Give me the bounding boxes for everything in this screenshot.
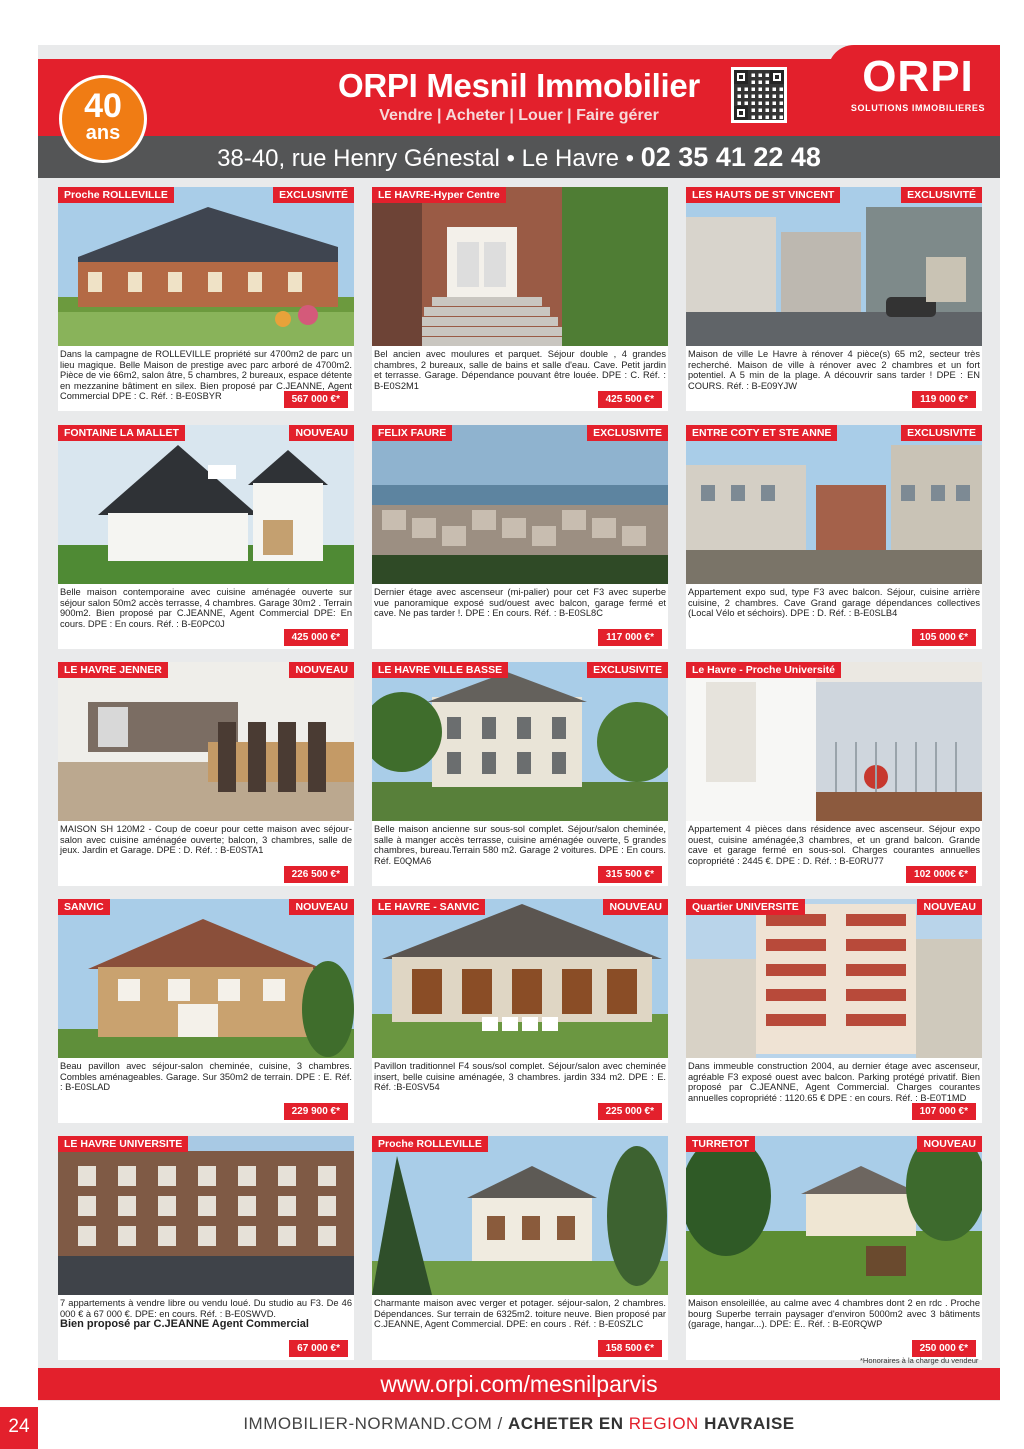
- listing-card[interactable]: [58, 187, 354, 411]
- listing-photo[interactable]: [58, 187, 354, 346]
- listing-photo[interactable]: [686, 899, 982, 1058]
- fee-footnote: *Honoraires à la charge du vendeur: [860, 1356, 979, 1365]
- listing-description-text: Maison de ville Le Havre à rénover 4 pièce(s) 65 m2, secteur très recherché. Maison de ville à rénover avec 2 chambres et un fort potentiel. A 5 min de la plage. A découvrir sans tarder ! DPE : EN COURS. Réf. : B-E09YJW: [688, 349, 980, 391]
- listing-description-text: 7 appartements à vendre libre ou vendu loué. Du studio au F3. De 46 000 € à 67 000 €. DPE: en cours. Réf. : B-E0SWVD.: [60, 1298, 352, 1319]
- listing-price: 425 000 €*: [284, 629, 348, 646]
- listing-card[interactable]: [58, 425, 354, 649]
- listing-description: [60, 1061, 352, 1093]
- listing-location: Le Havre - Proche Université: [686, 662, 841, 678]
- listing-status-badge: EXCLUSIVITÉ: [901, 187, 982, 203]
- listing-photo[interactable]: [372, 425, 668, 584]
- listing-price: 102 000€ €*: [906, 866, 976, 883]
- listing-description: [688, 349, 980, 391]
- listing-description: [374, 1298, 666, 1330]
- listing-location: Quartier UNIVERSITE: [686, 899, 805, 915]
- listing-location: FONTAINE LA MALLET: [58, 425, 185, 441]
- listing-price: 105 000 €*: [912, 629, 976, 646]
- listing-price: 225 000 €*: [598, 1103, 662, 1120]
- footer-section-c: HAVRAISE: [704, 1414, 795, 1433]
- listing-photo[interactable]: [372, 899, 668, 1058]
- listing-location: LE HAVRE - SANVIC: [372, 899, 485, 915]
- listing-price: 107 000 €*: [912, 1103, 976, 1120]
- listing-photo[interactable]: [686, 425, 982, 584]
- listing-card[interactable]: [58, 1136, 354, 1360]
- listing-card[interactable]: [686, 899, 982, 1123]
- listing-card[interactable]: [372, 899, 668, 1123]
- agency-name: ORPI Mesnil Immobilier: [338, 67, 700, 104]
- listing-price: 158 500 €*: [598, 1340, 662, 1357]
- listing-description: [60, 587, 352, 629]
- agency-address: [38, 142, 1000, 173]
- listing-price: 425 500 €*: [598, 391, 662, 408]
- services-line: Vendre | Acheter | Louer | Faire gérer: [379, 107, 659, 124]
- listing-description: [688, 1298, 980, 1330]
- brand-logo-text: ORPI: [862, 52, 974, 101]
- listing-photo[interactable]: [686, 187, 982, 346]
- phone-number: 02 35 41 22 48: [640, 142, 821, 172]
- listing-location: LES HAUTS DE ST VINCENT: [686, 187, 840, 203]
- listing-status-badge: EXCLUSIVITE: [901, 425, 982, 441]
- orpi-logo[interactable]: [844, 53, 992, 113]
- listing-description-text: Dans immeuble construction 2004, au dernier étage avec ascenseur, agréable F3 exposé ouest avec balcon. Parking protégé privatif. Bien proposé par C.JEANNE, Agent Commercial. Charges courantes annuelles copropriété : 1120.65 € DPE : en cours. Réf. : B-E0T1MD: [688, 1061, 980, 1103]
- listing-agent-line: Bien proposé par C.JEANNE Agent Commercial: [60, 1318, 309, 1331]
- listing-status-badge: NOUVEAU: [289, 899, 354, 915]
- listing-status-badge: NOUVEAU: [603, 899, 668, 915]
- listing-description: [60, 1298, 352, 1330]
- listing-description-text: Bel ancien avec moulures et parquet. Séjour double , 4 grandes chambres, 2 bureaux, salle de bains et salle d'eau. Cave. Petit jardin et terrasse. Garage. Dépendance pouvant être louée. DPE : C. Réf. : B-E0S2M1: [374, 349, 666, 391]
- listing-location: TURRETOT: [686, 1136, 755, 1152]
- listing-location: Proche ROLLEVILLE: [58, 187, 174, 203]
- listing-card[interactable]: [372, 425, 668, 649]
- listing-description-text: Belle maison ancienne sur sous-sol complet. Séjour/salon cheminée, salle à manger accès terrasse, cuisine aménagée ouverte, 5 grandes chambres, bureau.Terrain 580 m2. Garage 2 voitures. DPE : En cours. Réf. E0QMA6: [374, 824, 666, 866]
- listing-description: [374, 824, 666, 866]
- magazine-footer: [38, 1414, 1000, 1434]
- listing-location: LE HAVRE JENNER: [58, 662, 168, 678]
- listing-description-text: Charmante maison avec verger et potager. séjour-salon, 2 chambres. Dépendances. Sur terrain de 6325m2. toiture neuve. Bien proposé par C.JEANNE, Agent Commercial. DPE: en cours . Réf. : B-E0SZLC: [374, 1298, 666, 1330]
- listing-description: [374, 1061, 666, 1093]
- listing-description: [374, 587, 666, 619]
- listing-description-text: Belle maison contemporaine avec cuisine aménagée ouverte sur séjour salon 50m2 accès terrasse, 4 chambres. Garage 30m2 . Terrain 900m2. Bien proposé par C.JEANNE, Agent Commercial DPE: En cours. DPE : En cours. Réf. : B-E0PC0J: [60, 587, 352, 629]
- listing-status-badge: NOUVEAU: [917, 899, 982, 915]
- listing-status-badge: EXCLUSIVITÉ: [273, 187, 354, 203]
- listing-description-text: Appartement 4 pièces dans résidence avec ascenseur. Séjour expo ouest, cuisine aménagée,3 chambres, et un grand balcon. Grande cave et garage fermé en sous-sol. Charges courantes annuelles copropriété : 2445 €. DPE : D. Réf. : B-E0RU77: [688, 824, 980, 866]
- listing-description-text: Beau pavillon avec séjour-salon cheminée, cuisine, 3 chambres. Combles aménageables. Garage. Sur 350m2 de terrain. DPE : E. Réf. : B-E0SLAD: [60, 1061, 352, 1093]
- listing-price: 250 000 €*: [912, 1340, 976, 1357]
- listing-location: SANVIC: [58, 899, 110, 915]
- listing-price: 67 000 €*: [289, 1340, 348, 1357]
- ad-page: [38, 45, 1000, 1401]
- listing-price: 229 900 €*: [284, 1103, 348, 1120]
- listing-description-text: Appartement expo sud, type F3 avec balcon. Séjour, cuisine arrière cuisine, 2 chambres. Cave Grand garage dépendances collectives (Local Vélo et séchoirs). DPE : D. Réf. : B-E0SLB4: [688, 587, 980, 619]
- listing-location: LE HAVRE UNIVERSITE: [58, 1136, 188, 1152]
- listing-description-text: Maison ensoleillée, au calme avec 4 chambres dont 2 en rdc . Proche bourg Superbe terrain paysager d'environ 5000m2 avec 3 bâtiments (garage, hangar...). DPE: E.. Réf. : B-E0RQWP: [688, 1298, 980, 1330]
- brand-tagline: SOLUTIONS IMMOBILIERES: [850, 103, 986, 113]
- listing-photo[interactable]: [58, 899, 354, 1058]
- listing-photo[interactable]: [58, 662, 354, 821]
- listing-status-badge: NOUVEAU: [289, 662, 354, 678]
- badge-number: 40: [84, 87, 122, 125]
- qr-code-icon[interactable]: [731, 67, 787, 123]
- listing-status-badge: EXCLUSIVITE: [587, 662, 668, 678]
- listing-photo[interactable]: [372, 1136, 668, 1295]
- listing-card[interactable]: [372, 662, 668, 886]
- listing-photo[interactable]: [58, 425, 354, 584]
- listing-location: ENTRE COTY ET STE ANNE: [686, 425, 837, 441]
- listing-description: [374, 349, 666, 391]
- listing-photo[interactable]: [686, 1136, 982, 1295]
- listing-photo[interactable]: [686, 662, 982, 821]
- listing-photo[interactable]: [372, 187, 668, 346]
- footer-section-b: REGION: [628, 1414, 699, 1433]
- listing-status-badge: EXCLUSIVITE: [587, 425, 668, 441]
- listing-location: FELIX FAURE: [372, 425, 452, 441]
- badge-word: ans: [85, 122, 121, 144]
- listing-photo[interactable]: [58, 1136, 354, 1295]
- listing-description: [688, 587, 980, 619]
- listing-description-text: MAISON SH 120M2 - Coup de coeur pour cette maison avec séjour-salon avec cuisine aménagée ouverte; balcon, 3 chambres, salle de jeux. Jardin et Garage. DPE : D. Réf. : B-E0STA1: [60, 824, 352, 856]
- listing-description: [688, 824, 980, 866]
- listing-location: LE HAVRE VILLE BASSE: [372, 662, 508, 678]
- listing-photo[interactable]: [372, 662, 668, 821]
- listing-location: LE HAVRE-Hyper Centre: [372, 187, 506, 203]
- listing-description-text: Dernier étage avec ascenseur (mi-palier) pour cet F3 avec superbe vue panoramique exposé sud/ouest avec balcon, garage fermé et cave. Ne pas tarder !. DPE : En cours. Réf. : B-E0SL8C: [374, 587, 666, 619]
- listing-price: 226 500 €*: [284, 866, 348, 883]
- page-number: 24: [0, 1407, 38, 1449]
- website-url-link[interactable]: www.orpi.com/mesnilparvis: [38, 1368, 1000, 1400]
- listing-card[interactable]: [686, 662, 982, 886]
- listing-card[interactable]: [686, 187, 982, 411]
- listing-description-text: Dans la campagne de ROLLEVILLE propriété sur 4700m2 de parc un lieu magique. Belle Maison de prestige avec parc arboré de 4700m2. Pièce de vie 66m2, salon âtre, 5 chambres, 2 bureaux, espace détente en mezzanine bâtiment en silex. Bien proposé par C.JEANNE, Agent Commercial DPE : C. Réf. : B-E0SBYR: [60, 349, 352, 402]
- listing-status-badge: NOUVEAU: [917, 1136, 982, 1152]
- listing-description: [60, 824, 352, 856]
- listing-card[interactable]: [372, 187, 668, 411]
- listing-status-badge: NOUVEAU: [289, 425, 354, 441]
- listing-card[interactable]: [686, 1136, 982, 1360]
- footer-site: IMMOBILIER-NORMAND.COM /: [243, 1414, 503, 1433]
- listing-card[interactable]: [58, 899, 354, 1123]
- listing-card[interactable]: [58, 662, 354, 886]
- listing-card[interactable]: [686, 425, 982, 649]
- listing-card[interactable]: [372, 1136, 668, 1360]
- listing-location: Proche ROLLEVILLE: [372, 1136, 488, 1152]
- address-text: 38-40, rue Henry Génestal • Le Havre •: [217, 145, 635, 172]
- listing-description-text: Pavillon traditionnel F4 sous/sol complet. Séjour/salon avec cheminée insert, belle cuisine aménagée, 3 chambres. jardin 334 m2. DPE : E. Réf. :B-E0SV54: [374, 1061, 666, 1093]
- listing-description: [688, 1061, 980, 1103]
- listing-price: 315 500 €*: [598, 866, 662, 883]
- listing-price: 119 000 €*: [912, 391, 976, 408]
- listing-price: 117 000 €*: [598, 629, 662, 646]
- listing-price: 567 000 €*: [284, 391, 348, 408]
- footer-section-a: ACHETER EN: [508, 1414, 624, 1433]
